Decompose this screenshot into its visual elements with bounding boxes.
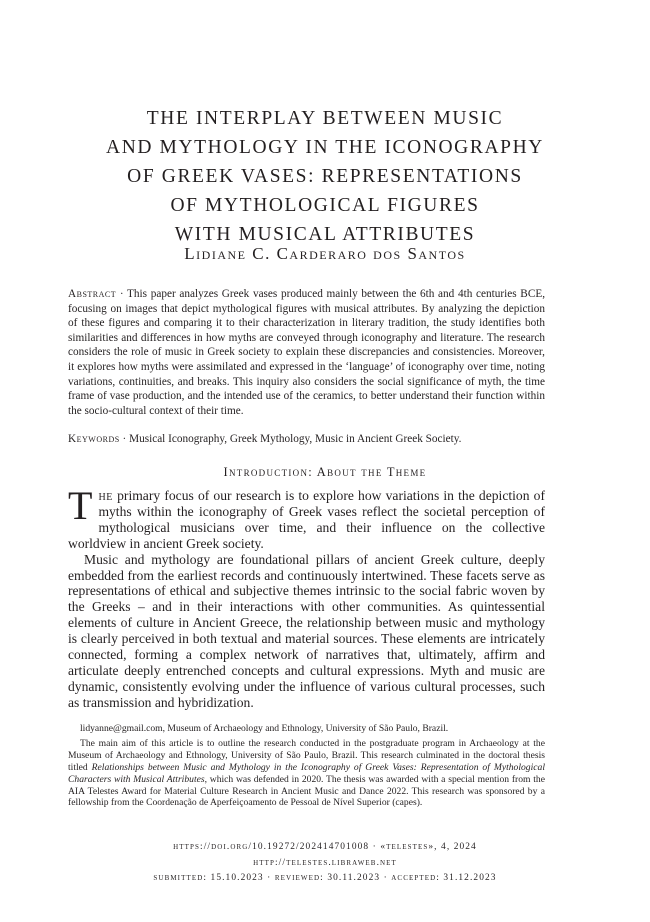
title-line: OF GREEK VASES: REPRESENTATIONS (127, 166, 523, 187)
note-text: The main aim of this article is to outline the research conducted in the postgraduate program in Archaeology at the Museum of Archaeology and Ethnology, University of São Paulo, Brazil. This research culminated in the doctoral thesis titled (68, 737, 545, 773)
abstract-separator: · (116, 288, 128, 300)
keywords-label: Keywords (68, 433, 120, 445)
article-title (0, 104, 650, 249)
keywords-text: Musical Iconography, Greek Mythology, Music in Ancient Greek Society. (129, 433, 462, 445)
submission-dates: submitted: 15.10.2023 · reviewed: 30.11.2023 · accepted: 31.12.2023 (153, 873, 497, 883)
paragraph (68, 483, 545, 552)
author-name: Lidiane C. Carderaro dos Santos (184, 244, 466, 263)
note-text: , which was defended in 2020. The thesis was awarded with a special mention from the AIA Telestes Award for Material Culture Research in Ancient Music and Dance 2022. This research was sponsored by a fellowship from the Coordenação de Aperfeiçoamento de Pessoal de Nível Superior (capes). (68, 773, 545, 809)
title-line: WITH MUSICAL ATTRIBUTES (174, 224, 476, 245)
paragraph: Music and mythology are foundational pillars of ancient Greek culture, deeply embedded from the earliest records and continuously intertwined. These facets serve as representations of ethical and subjective themes intrinsic to the social fabric woven by the Greeks – and in their interactions with other communities. As quintessential elements of culture in Ancient Greece, the relationship between music and mythology is clearly perceived in both textual and material sources. These elements are intricately connected, forming a complex network of narratives that, ultimately, affirm and articulate deeply entrenched concepts and cultural expressions. Myth and music are dynamic, consistently evolving under the influence of various cultural processes, such as transmission and hybridization. (68, 551, 545, 710)
thesis-title: Relationships between Music and Mythology in the Iconography of Greek Vases: Representation of Mythological Characters with Musical Attributes (68, 761, 545, 785)
paragraph-text: primary focus of our research is to explore how variations in the depiction of myths within the iconography of Greek vases reflect the societal perception of mythological musicians over time, and their influence on the collective worldview in ancient Greek society. (68, 488, 545, 551)
abstract-label: Abstract (68, 288, 117, 300)
affiliation-link[interactable]: lidyanne@gmail.com, Museum of Archaeology and Ethnology, University of São Paulo, Brazil. (80, 723, 449, 734)
section-heading: Introduction: About the Theme (223, 465, 427, 479)
title-line: OF MYTHOLOGICAL FIGURES (170, 195, 480, 216)
drop-cap: T (68, 483, 93, 528)
journal-url[interactable]: http://telestes.libraweb.net (253, 858, 397, 868)
abstract (68, 287, 545, 418)
keywords (68, 432, 545, 447)
lead-in: he (98, 488, 113, 503)
affiliation-note (68, 723, 545, 735)
keywords-separator: · (119, 433, 130, 445)
body-text (68, 483, 545, 711)
title-line: AND MYTHOLOGY IN THE ICONOGRAPHY (106, 137, 544, 158)
article-note (68, 738, 545, 809)
abstract-text: This paper analyzes Greek vases produced mainly between the 6th and 4th centuries BCE, focusing on images that depict mythological figures with musical attributes. By analyzing the depiction of these figures and comparing it to their characterization in literary tradition, the study identifies both similarities and differences in how myths are conveyed through iconography and literature. The research considers the role of music in Greek society to explain these discrepancies and consistencies. Moreover, it explores how myths were assimilated and expressed in the ‘language’ of iconography over time, noting variations, continuities, and breaks. This inquiry also considers the social significance of myth, the time frame of vase production, and the intended use of the ceramics, to better understand their function within the socio-cultural context of their time. (68, 288, 546, 417)
footnotes (68, 723, 545, 812)
title-line: THE INTERPLAY BETWEEN MUSIC (146, 108, 504, 129)
doi-line[interactable]: https://doi.org/10.19272/202414701008 · «telestes», 4, 2024 (173, 842, 477, 852)
